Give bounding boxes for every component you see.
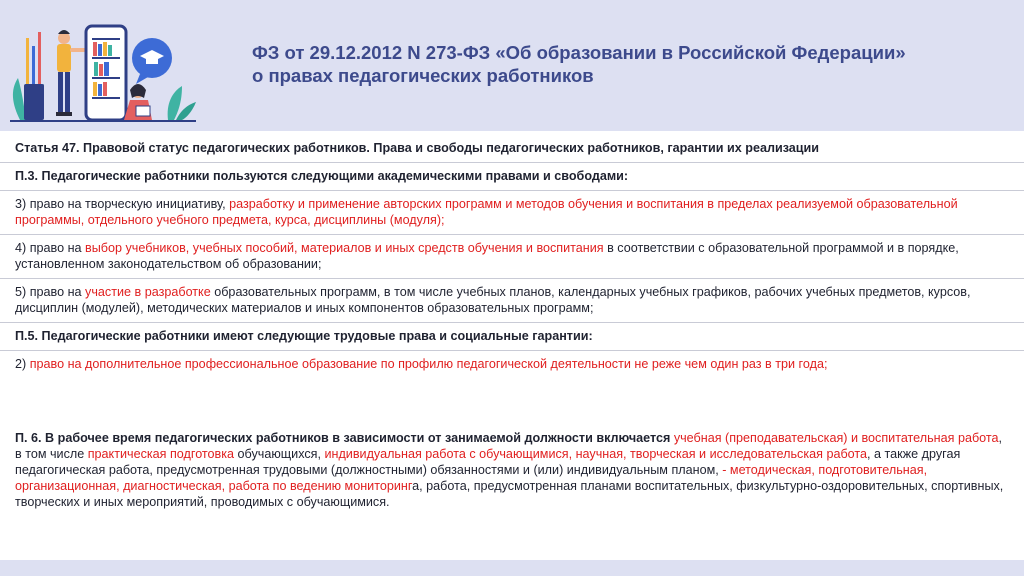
title-line-1: ФЗ от 29.12.2012 N 273-ФЗ «Об образовании в Российской Федерации»	[252, 42, 906, 63]
divider	[0, 350, 1024, 351]
section-p6	[15, 430, 1009, 510]
item-5-highlight: участие в разработке	[85, 285, 211, 299]
education-illustration	[6, 24, 198, 128]
item-3-lead: 3) право на творческую инициативу,	[15, 197, 230, 211]
item-4-highlight: выбор учебников, учебных пособий, материалов и иных средств обучения и воспитания	[85, 241, 604, 255]
title-line-2: о правах педагогических работников	[252, 65, 594, 86]
p6-text-4: , а также другая педагогическая работа, предусмотренная трудовыми (должностными) обязанностями и (или) индивидуальным планом,	[15, 447, 961, 477]
divider	[0, 278, 1024, 279]
divider	[0, 190, 1024, 191]
item-4	[15, 240, 1009, 272]
p6-highlight-3: индивидуальная работа с обучающимися, научная, творческая и исследовательская работа	[324, 447, 868, 461]
item-5-tail: образовательных программ, в том числе учебных планов, календарных учебных графиков, рабочих учебных предметов, курсов, дисциплин (модулей), методических материалов и иных компонентов образовательных программ;	[15, 285, 971, 315]
p6-text-3: обучающихся,	[234, 447, 325, 461]
divider	[0, 234, 1024, 235]
header-banner	[0, 0, 1024, 131]
item-4-tail: в соответствии с образовательной программой и в порядке, установленном законодательством об образовании;	[15, 241, 959, 271]
spacer	[15, 372, 1009, 430]
p6-highlight-4: - методическая, подготовительная, организационная, диагностическая, работа по ведению мониторинг	[15, 463, 928, 493]
divider	[0, 162, 1024, 163]
item-2	[15, 356, 1009, 372]
p6-text-2: , в том числе	[15, 431, 1003, 461]
p6-heading: П. 6. В рабочее время педагогических работников в зависимости от занимаемой должности включается	[15, 431, 671, 445]
item-2-highlight: право на дополнительное профессиональное образование по профилю педагогической деятельности не реже чем один раз в три года;	[29, 357, 828, 371]
item-5	[15, 284, 1009, 316]
item-3	[15, 196, 1009, 228]
item-4-lead: 4) право на	[15, 241, 86, 255]
section-p5-heading: П.5. Педагогические работники имеют следующие трудовые права и социальные гарантии:	[15, 329, 593, 343]
item-3-highlight: разработку и применение авторских программ и методов обучения и воспитания в пределах реализуемой образовательной программы, отдельного учебного предмета, курса, дисциплины (модуля);	[15, 197, 958, 227]
p6-text-5: а, работа, предусмотренная планами воспитательных, физкультурно-оздоровительных, спортивных, творческих и иных мероприятий, проводимых с обучающимися.	[15, 479, 1004, 509]
footer-band	[0, 560, 1024, 576]
p6-highlight-1: учебная (преподавательская) и воспитательная работа	[673, 431, 999, 445]
document-body	[15, 140, 1009, 510]
divider	[0, 322, 1024, 323]
item-2-lead: 2)	[15, 357, 30, 371]
item-5-lead: 5) право на	[15, 285, 86, 299]
page-title	[252, 41, 1012, 87]
section-p3-heading: П.3. Педагогические работники пользуются следующими академическими правами и свободами:	[15, 169, 629, 183]
p6-highlight-2: практическая подготовка	[87, 447, 235, 461]
article-title: Статья 47. Правовой статус педагогических работников. Права и свободы педагогических работников, гарантии их реализации	[15, 141, 820, 155]
